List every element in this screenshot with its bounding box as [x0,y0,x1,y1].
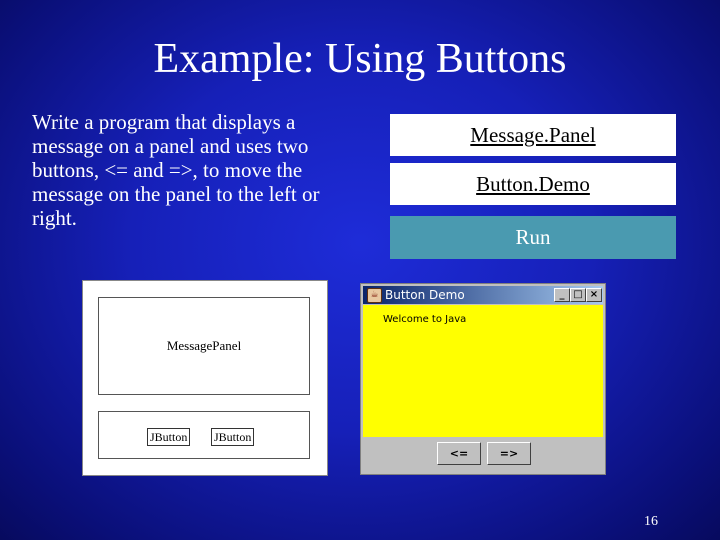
window-title: Button Demo [385,288,465,302]
diagram-button-panel [98,411,310,459]
slide-description: Write a program that displays a message on a panel and uses two buttons, <= and =>, to move the message on the panel to the left or right. [32,110,320,230]
button-demo-link-button[interactable]: Button.Demo [390,163,676,205]
page-number: 16 [644,514,658,529]
move-right-button[interactable]: => [487,442,531,465]
message-panel [363,305,603,437]
message-panel-link-button[interactable]: Message.Panel [390,114,676,156]
slide-title: Example: Using Buttons [153,36,567,82]
button-demo-window [360,283,606,475]
close-icon[interactable]: × [586,288,602,302]
move-left-button[interactable]: <= [437,442,481,465]
diagram-message-panel-label: MessagePanel [166,338,242,353]
welcome-message: Welcome to Java [383,314,467,325]
diagram-jbutton-right: JButton [211,428,254,446]
java-app-icon: ☕ [367,288,382,303]
minimize-icon[interactable]: _ [554,288,570,302]
diagram-message-panel [98,297,310,395]
diagram-jbutton-left: JButton [147,428,190,446]
window-titlebar [363,286,603,304]
layout-diagram [82,280,328,476]
maximize-icon[interactable]: □ [570,288,586,302]
run-button[interactable]: Run [390,216,676,259]
